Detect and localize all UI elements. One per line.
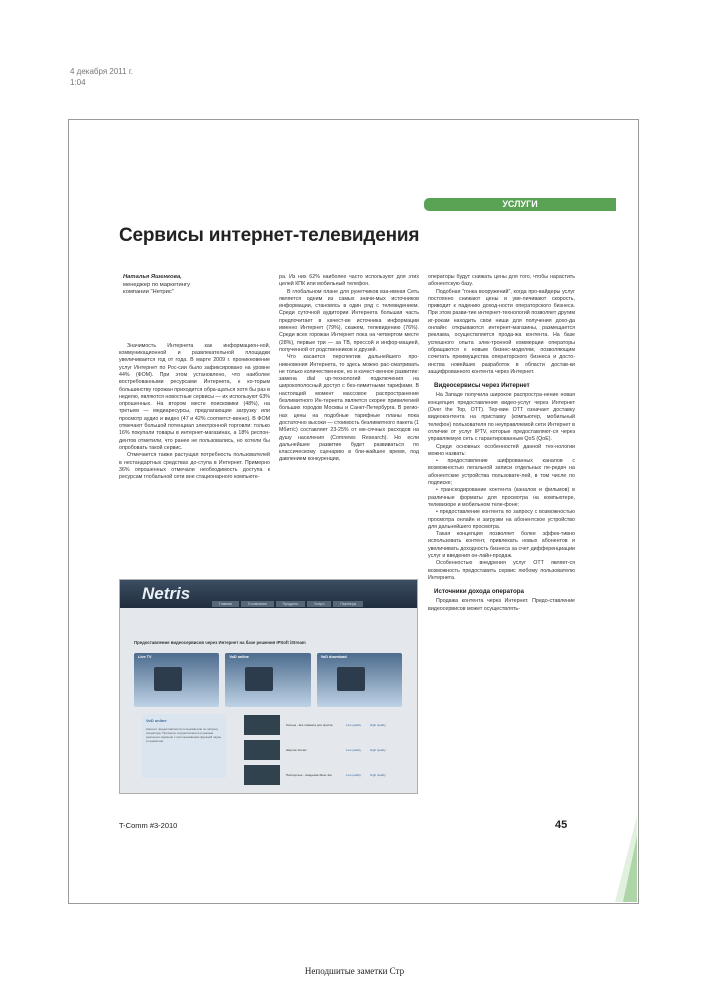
nav-item: Продукты	[276, 601, 305, 607]
paragraph: Что касается перспектив дальнейшего про-никновения Интернета, то здесь можно рас-сматривать не только количественное, но и качест-венное развитие: замена dial up-технологий подключения на широкополосный доступ с без-лимитными тарифами. В настоящий момент массовое распространение безлимитного Ин-тернета является скорее привилегией больших городов Москвы и Санкт-Петербурга. В регио-нах цены на подобные тарифные планы пока достаточно высоки — стоимость безлимитного пакета (1 Мбит/с) составляет 23-25% от ме-сячных расходов на душу населения (Comnews Research). Но если дальнейшее развитие будет развиваться по классическому сценарию в бли-жайшее время, под давлением конкуренции,	[279, 354, 419, 463]
paragraph: На Западе получила широкое распростра-нение новая концепция предоставления видео-услуг через Интернет (Over the Top, OTT). Тер-мин OTT означает доставку видеоконтента на приставку (компьютер, мобильный телефон) пользователя по неуправляемой сети Интернет в отличие от услуг IPTV, которые предоставляют-ся через управляемую сеть с гарантированным QoS (QoE).	[428, 392, 575, 443]
tab-label: VoD download	[320, 655, 347, 659]
paragraph: Значимость Интернета как информацион-ной, коммуникационной и развлекательной площадки увеличивается год от года. В марте 2009 г. проникновение услуг Интернет по Рос-сии было зафиксировано на уровне 44% (ФОМ). При этом установлено, что наиболее востребованными ресурсами Интернета, к ко-торым большинству горожан приходится обра-щаться хотя бы раз в неделю, являются новостные сервисы — их используют 63% опрошенных. На втором месте поисковики (48%), на третьем — медиаресурсы, предлагающие загрузку или просмотр аудио и видео (47 и 42% соответст-венно). В ФОМ отмечают большой потенциал электронной торговли: только 16% покупали товары в интернет-магазинах, а 18% респон-дентов отметили, что ранее не пользовались, но хотели бы опробовать такой сервис.	[119, 342, 270, 451]
list-item	[244, 764, 404, 786]
movie-title: Кольца - все правила для проспа	[286, 723, 333, 727]
paragraph: Отмечается также растущая потребность пользователей в нестандартных средствах до-ступа в Интернет. Примерно 36% опрошенных отмечали необходимость доступа к ресурсам глобальной сети вне стационарного компьюте-	[119, 452, 270, 481]
paragraph: ра. Из них 62% наиболее часто используют для этих целей КПК или мобильный телефон.	[279, 274, 419, 288]
quality-low: Low quality	[346, 773, 362, 777]
tab-label: Live TV	[138, 655, 152, 659]
author-block	[123, 274, 270, 297]
paragraph: • предоставление шифрованных каналов с возможностью легальной записи отдельных пе-редач на абонентские устройства пользовате-лей, в том числе по подписке;	[428, 458, 575, 487]
paragraph: Среди основных особенностей данной тех-нологии можно назвать:	[428, 443, 575, 457]
quality-low: Low quality	[346, 723, 362, 727]
tv-icon	[154, 667, 182, 691]
tab-vod-download	[317, 653, 402, 707]
tab-live-tv	[134, 653, 219, 707]
service-tabs	[134, 653, 402, 707]
stamp-date: 4 декабря 2011 г.	[70, 67, 133, 76]
netris-logo: Netris	[142, 584, 191, 603]
date-stamp	[70, 66, 133, 88]
movie-thumbnail	[244, 765, 280, 785]
paragraph: Подобная "гонка вооружений", когда про-вайдеры услуг постоянно снижают цены и уве-личивают скорость, приводит к падению доход-ности операторского бизнеса. При этом разви-тие интернет-технологий позволяет другим иг-рокам находить свои ниши для получения дохо-да онлайн: открываются интернет-магазины, размещается реклама, осуществляется прода-жа контента. На базе успешного опыта элек-тронной коммерции операторы обращаются к новым бизнес-моделям, позволяющим сочетать преимущества операторского бизнеса и досто-инства новейших разработок в области достав-ки защифрованного контента через Интернет.	[428, 288, 575, 375]
paragraph: операторы будут снижать цены для того, чтобы нарастить абонентскую базу.	[428, 274, 575, 288]
quality-high: High quality	[370, 723, 386, 727]
quality-low: Low quality	[346, 748, 362, 752]
site-band-title: Предоставление видеосервисов через Интернет на базе решения IPSoft iStream	[134, 640, 306, 645]
section-heading: Источники дохода оператора	[434, 588, 524, 596]
tv-icon	[337, 667, 365, 691]
content-list	[244, 714, 404, 789]
page-corner-decoration	[615, 816, 637, 902]
nav-item: Партнеры	[333, 601, 363, 607]
movie-title: Паспортное - Академик Meet Joe	[286, 773, 332, 777]
column-3	[428, 274, 575, 814]
movie-title: Шерлок Холмс	[286, 748, 307, 752]
column-2	[279, 274, 419, 594]
paragraph: • предоставление контента по запросу с возможностью просмотра онлайн и загрузки на абонентское устройство для дальнейшего просмотра.	[428, 509, 575, 530]
site-header	[120, 580, 417, 608]
vod-description	[142, 714, 226, 778]
paragraph: В глобальном плане для рунетчиков вза-имная Сеть является одним из самых значи-мых источников информации, становясь в один ряд с телевидением. Среди суточной аудитории Интернета большая часть предпочитает в качест-ве источника информации именно Интернет (79%), скажем, телевидению (76%). Среди всех горожан Интернет пока на четвертом месте (28%), первые три — за ТВ, прессой и инфор-мацией, полученной от родственников и друзей.	[279, 288, 419, 353]
list-item	[244, 714, 404, 736]
author-role: менеджер по маркетингу	[123, 281, 190, 288]
site-nav	[212, 601, 365, 607]
author-company: компании "Нетрис"	[123, 289, 174, 296]
tab-label: VoD online	[229, 655, 249, 659]
tab-vod-online	[225, 653, 310, 707]
movie-thumbnail	[244, 715, 280, 735]
footer-caption: Неподшитые заметки Стр	[304, 966, 405, 976]
embedded-screenshot	[119, 579, 418, 794]
paragraph: Продажа контента через Интернет. Предо-ставление видеосервисов может осуществлять-	[428, 598, 575, 612]
side-text: Контент предоставляется пользователю по запросу оператора. Просмотр осуществляется в режиме реального времени с использованием функций паузы и перемотки.	[146, 727, 222, 743]
side-title: VoD online	[146, 718, 167, 723]
article-title: Сервисы интернет-телевидения	[119, 225, 420, 246]
movie-thumbnail	[244, 740, 280, 760]
nav-item: Услуги	[307, 601, 331, 607]
nav-item: Главная	[212, 601, 239, 607]
section-heading: Видеосервисы через Интернет	[434, 382, 530, 390]
page-number: 45	[555, 819, 568, 831]
quality-high: High quality	[370, 773, 386, 777]
nav-item: О компании	[241, 601, 274, 607]
author-name: Наталья Яшенкова,	[123, 274, 182, 280]
paragraph: Такая концепция позволяет более эффек-тивно использовать контент, привлекать новых абонентов и увеличивать доходность бизнеса за счет дифференциации услуг и введения он-лайн-продаж.	[428, 531, 575, 559]
tv-icon	[245, 667, 273, 691]
paragraph: Особенностью внедрения услуг OTT являет-ся возможность предоставить сервис любому пользователю Интернета.	[428, 560, 575, 581]
paragraph: • транскодирование контента (каналов и фильмов) в различные форматы для просмотра на компьютере, телевизоре и мобильном теле-фоне;	[428, 487, 575, 508]
section-tag: УСЛУГИ	[424, 198, 616, 211]
journal-name: T-Comm #3-2010	[119, 821, 178, 830]
list-item	[244, 739, 404, 761]
column-1	[119, 274, 270, 594]
stamp-time: 1:04	[70, 78, 86, 87]
quality-high: High quality	[370, 748, 386, 752]
